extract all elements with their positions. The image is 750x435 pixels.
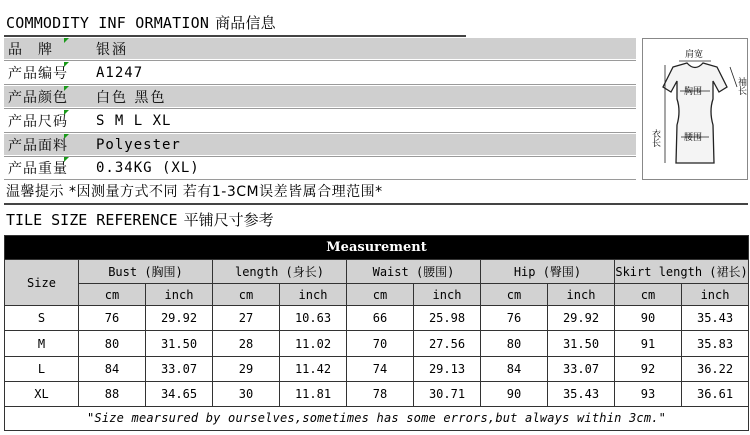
info-value: Polyester — [96, 136, 181, 153]
table-cell: 91 — [615, 331, 682, 356]
info-row-fabric — [4, 134, 636, 155]
column-header-hip: Hip (臀围) — [481, 260, 615, 284]
commodity-info-title-cn: 商品信息 — [215, 14, 276, 32]
info-row-size — [4, 110, 636, 131]
table-cell: 11.02 — [280, 331, 347, 356]
row-divider — [4, 108, 636, 109]
table-header-row — [5, 260, 749, 284]
table-cell: 29.13 — [414, 356, 481, 381]
info-label: 产品颜色 — [8, 89, 68, 106]
unit-cm: cm — [615, 284, 682, 306]
row-divider — [4, 84, 636, 85]
table-unit-row — [5, 284, 749, 306]
unit-inch: inch — [682, 284, 749, 306]
table-cell: 84 — [481, 356, 548, 381]
unit-cm: cm — [347, 284, 414, 306]
table-cell: 78 — [347, 381, 414, 406]
row-divider — [4, 132, 636, 133]
table-cell: 74 — [347, 356, 414, 381]
garment-measurement-figure — [642, 38, 748, 180]
table-cell: 35.43 — [682, 306, 749, 331]
column-header-length: length (身长) — [213, 260, 347, 284]
commodity-info-title-en: COMMODITY INF ORMATION — [6, 14, 210, 32]
table-cell: 31.50 — [146, 331, 213, 356]
unit-inch: inch — [548, 284, 615, 306]
size-cell: XL — [5, 381, 79, 406]
info-label: 产品尺码 — [8, 113, 68, 130]
row-divider — [4, 60, 636, 61]
unit-inch: inch — [146, 284, 213, 306]
unit-cm: cm — [213, 284, 280, 306]
table-cell: 76 — [481, 306, 548, 331]
table-cell: 27 — [213, 306, 280, 331]
size-reference-title-en: TILE SIZE REFERENCE — [6, 211, 178, 229]
column-header-waist: Waist (腰围) — [347, 260, 481, 284]
info-row-brand — [4, 38, 636, 59]
info-label: 品 牌 — [8, 41, 53, 58]
info-value: 银涵 — [96, 41, 128, 58]
table-note-row — [5, 406, 749, 430]
table-caption: Measurement — [5, 236, 749, 260]
green-corner-mark — [64, 62, 69, 67]
info-label: 产品面料 — [8, 137, 68, 154]
table-cell: 76 — [79, 306, 146, 331]
table-cell: 80 — [481, 331, 548, 356]
table-cell: 92 — [615, 356, 682, 381]
heading-underline — [4, 35, 466, 37]
green-corner-mark — [64, 134, 69, 139]
size-note: "Size mearsured by ourselves,sometimes has some errors,but always within 3cm." — [5, 406, 749, 430]
size-cell: M — [5, 331, 79, 356]
column-header-skirt-length: Skirt length (裙长) — [615, 260, 749, 284]
green-corner-mark — [64, 110, 69, 115]
size-table — [4, 235, 749, 431]
table-cell: 27.56 — [414, 331, 481, 356]
chest-label: 胸围 — [684, 87, 703, 97]
tshirt-diagram-icon — [643, 39, 747, 179]
info-label: 产品重量 — [8, 160, 68, 177]
table-cell: 70 — [347, 331, 414, 356]
row-divider — [4, 179, 636, 180]
size-reference-heading — [6, 209, 274, 230]
table-cell: 80 — [79, 331, 146, 356]
table-cell: 90 — [481, 381, 548, 406]
table-cell: 84 — [79, 356, 146, 381]
unit-inch: inch — [280, 284, 347, 306]
table-cell: 28 — [213, 331, 280, 356]
unit-cm: cm — [481, 284, 548, 306]
sleeve-label: 袖长 — [736, 77, 746, 95]
section-divider — [4, 203, 748, 205]
table-cell: 33.07 — [146, 356, 213, 381]
table-row — [5, 381, 749, 406]
green-corner-mark — [64, 86, 69, 91]
measurement-tip: 温馨提示 *因测量方式不同 若有1-3CM误差皆属合理范围* — [6, 184, 383, 200]
table-row — [5, 306, 749, 331]
green-corner-mark — [64, 157, 69, 162]
waist-label: 腰围 — [684, 133, 703, 143]
table-cell: 35.43 — [548, 381, 615, 406]
table-cell: 11.42 — [280, 356, 347, 381]
table-cell: 93 — [615, 381, 682, 406]
size-column-header: Size — [5, 260, 79, 306]
info-row-product-code — [4, 62, 636, 83]
table-row — [5, 331, 749, 356]
table-cell: 34.65 — [146, 381, 213, 406]
table-cell: 36.22 — [682, 356, 749, 381]
table-cell: 66 — [347, 306, 414, 331]
table-cell: 29 — [213, 356, 280, 381]
unit-cm: cm — [79, 284, 146, 306]
table-row — [5, 356, 749, 381]
table-cell: 88 — [79, 381, 146, 406]
table-cell: 10.63 — [280, 306, 347, 331]
table-cell: 90 — [615, 306, 682, 331]
info-value: S M L XL — [96, 112, 172, 129]
commodity-info-heading — [6, 12, 276, 33]
info-row-weight — [4, 157, 636, 178]
info-label: 产品编号 — [8, 65, 68, 82]
unit-inch: inch — [414, 284, 481, 306]
table-cell: 29.92 — [146, 306, 213, 331]
table-cell: 36.61 — [682, 381, 749, 406]
info-value: 白色 黑色 — [96, 89, 167, 106]
info-value: 0.34KG (XL) — [96, 159, 200, 176]
table-cell: 33.07 — [548, 356, 615, 381]
green-corner-mark — [64, 38, 69, 43]
table-cell: 25.98 — [414, 306, 481, 331]
table-cell: 30 — [213, 381, 280, 406]
size-reference-title-cn: 平铺尺寸参考 — [183, 211, 274, 229]
table-cell: 11.81 — [280, 381, 347, 406]
column-header-bust: Bust (胸围) — [79, 260, 213, 284]
table-cell: 29.92 — [548, 306, 615, 331]
info-row-color — [4, 86, 636, 107]
table-cell: 35.83 — [682, 331, 749, 356]
size-cell: S — [5, 306, 79, 331]
info-value: A1247 — [96, 64, 144, 81]
length-label: 衣长 — [650, 129, 660, 147]
table-cell: 30.71 — [414, 381, 481, 406]
table-title-row — [5, 236, 749, 260]
size-cell: L — [5, 356, 79, 381]
shoulder-label: 肩宽 — [685, 50, 704, 60]
table-cell: 31.50 — [548, 331, 615, 356]
